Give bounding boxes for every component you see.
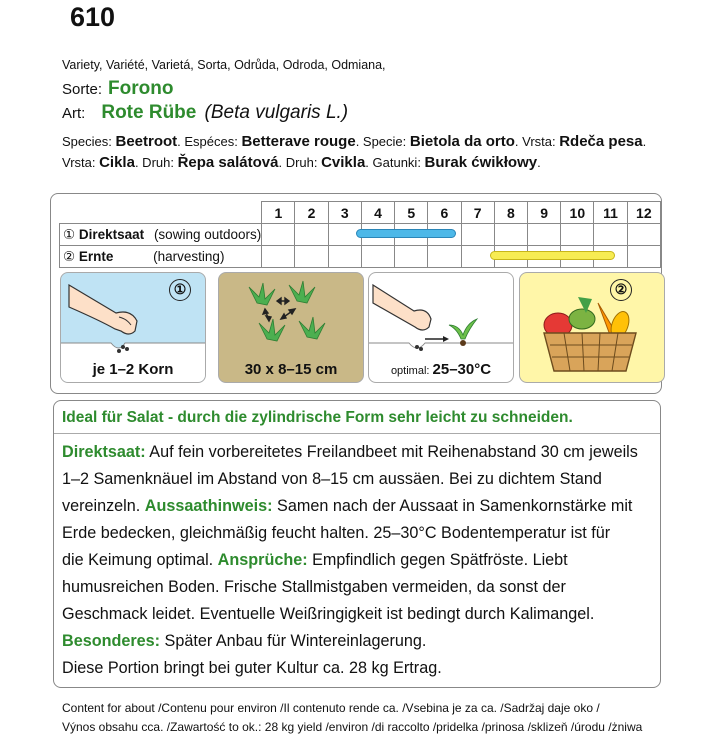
month-header: 1: [262, 202, 295, 224]
calendar-row-label: [60, 246, 262, 268]
month-header: 5: [395, 202, 428, 224]
art-latin: (Beta vulgaris L.): [204, 102, 349, 123]
month-header: 8: [494, 202, 527, 224]
content-line-1: Content for about /Contenu pour environ /Il contenuto rende ca. /Vsebina je za ca. /Sadržaj daje oko /: [62, 701, 600, 715]
text-line: [62, 547, 658, 574]
step-number-icon: ①: [63, 226, 76, 242]
month-cell: [328, 246, 361, 268]
species-label: . Vrsta:: [514, 134, 560, 149]
month-cell: [262, 246, 295, 268]
art-value: Rote Rübe: [101, 102, 197, 123]
row-note: (harvesting): [153, 248, 225, 264]
month-header: 2: [295, 202, 328, 224]
harvest-period-bar: [490, 251, 615, 260]
product-code: 610: [70, 2, 116, 32]
sorte-value: Forono: [108, 78, 174, 99]
species-value: Bietola da orto: [409, 133, 515, 150]
month-header: 3: [328, 202, 361, 224]
temperature-prefix: optimal:: [390, 365, 433, 377]
species-label: . Specie:: [355, 134, 410, 149]
art-label: Art:: [62, 105, 86, 122]
text-line: humusreichen Boden. Frische Stallmistgaben vermeiden, da sonst der: [62, 578, 566, 596]
sorte-label: Sorte:: [62, 81, 103, 98]
month-cell: [361, 246, 394, 268]
text-run: Auf fein vorbereitetes Freilandbeet mit Reihenabstand 30 cm jeweils: [145, 443, 638, 461]
text-line: Diese Portion bringt bei guter Kultur ca. 28 kg Ertrag.: [62, 659, 442, 677]
species-row-2: [62, 154, 541, 171]
section-heading: Besonderes:: [62, 632, 161, 650]
species-label: Species:: [62, 134, 116, 149]
species-label: .: [642, 134, 647, 149]
species-value: Cvikla: [321, 154, 366, 171]
panel-spacing: [218, 272, 364, 383]
panel-label: 30 x 8–15 cm: [244, 361, 338, 378]
step-number-icon: ①: [169, 279, 191, 301]
text-run: die Keimung optimal.: [62, 551, 218, 569]
month-cell: [295, 246, 328, 268]
species-row-1: [62, 133, 646, 150]
month-cell: [594, 224, 627, 246]
month-cell: [494, 224, 527, 246]
month-header: 6: [428, 202, 461, 224]
divider: [54, 433, 660, 434]
text-run: Später Anbau für Wintereinlagerung.: [160, 632, 427, 650]
month-cell: [461, 224, 494, 246]
step-number-icon: ②: [610, 279, 632, 301]
month-cell: [627, 224, 660, 246]
month-cell: [627, 246, 660, 268]
calendar-corner: [60, 202, 262, 224]
text-line: Geschmack leidet. Eventuelle Weißringigkeit ist bedingt durch Kalimangel.: [62, 605, 595, 623]
panel-label: [369, 361, 513, 378]
text-run: Empfindlich gegen Spätfröste. Liebt: [307, 551, 568, 569]
month-cell: [428, 246, 461, 268]
species-value: Cikla: [99, 154, 135, 171]
month-header: 10: [561, 202, 594, 224]
species-value: Beetroot: [115, 133, 178, 150]
species-value: Řepa salátová: [177, 154, 279, 171]
variety-line: Variety, Variété, Varietá, Sorta, Odrůda, Odroda, Odmiana,: [62, 58, 386, 72]
species-label: . Druh:: [278, 155, 322, 170]
art-row: [62, 102, 348, 124]
species-value: Rdeča pesa: [559, 133, 643, 150]
text-line: [62, 439, 658, 466]
month-cell: [395, 246, 428, 268]
text-run: vereinzeln.: [62, 497, 145, 515]
month-header: 4: [361, 202, 394, 224]
species-value: Burak ćwikłowy: [424, 154, 538, 171]
section-heading: Aussaathinweis:: [144, 497, 273, 515]
section-heading: Direktsaat:: [62, 443, 146, 461]
row-name: Direktsaat: [78, 226, 145, 242]
panel-temperature: [368, 272, 514, 383]
month-header: 12: [627, 202, 660, 224]
instructions-text: [62, 439, 658, 682]
species-label: . Druh:: [134, 155, 178, 170]
instructions-box: [53, 400, 661, 688]
month-header: 7: [461, 202, 494, 224]
step-number-icon: ②: [63, 248, 76, 264]
month-header: 11: [594, 202, 627, 224]
text-line: [62, 628, 658, 655]
panel-harvest: [519, 272, 665, 383]
highlight-text: Ideal für Salat - durch die zylindrische Form sehr leicht zu schneiden.: [62, 409, 573, 426]
calendar-row-label: [60, 224, 262, 246]
species-label: .: [537, 155, 541, 170]
month-cell: [295, 224, 328, 246]
month-header: 9: [528, 202, 561, 224]
sowing-period-bar: [356, 229, 456, 238]
month-cell: [262, 224, 295, 246]
species-label: Vrsta:: [62, 155, 100, 170]
panel-label: je 1–2 Korn: [92, 361, 174, 378]
row-name: Ernte: [78, 248, 114, 264]
species-label: . Espéces:: [177, 134, 242, 149]
text-line: Erde bedecken, gleichmäßig feucht halten. 25–30°C Bodentemperatur ist für: [62, 524, 611, 542]
species-label: . Gatunki:: [365, 155, 425, 170]
text-run: Samen nach der Aussaat in Samenkornstärke mit: [272, 497, 633, 515]
row-note: (sowing outdoors): [153, 226, 262, 242]
text-line: [62, 493, 658, 520]
text-line: 1–2 Samenknäuel im Abstand von 8–15 cm aussäen. Bei zu dichtem Stand: [62, 470, 602, 488]
section-heading: Ansprüche:: [217, 551, 308, 569]
species-value: Betterave rouge: [241, 133, 356, 150]
temperature-value: 25–30°C: [432, 361, 492, 378]
calendar-header-row: [60, 202, 661, 224]
month-cell: [528, 224, 561, 246]
content-line-2: Výnos obsahu cca. /Zawartość to ok.: 28 kg yield /environ /di raccolto /pridelka /prinosa /sklizeň /úrodu /żniwa: [62, 720, 643, 734]
month-cell: [561, 224, 594, 246]
panel-sowing: [60, 272, 206, 383]
vegetable-basket-icon: [520, 273, 665, 383]
sorte-row: [62, 78, 173, 100]
